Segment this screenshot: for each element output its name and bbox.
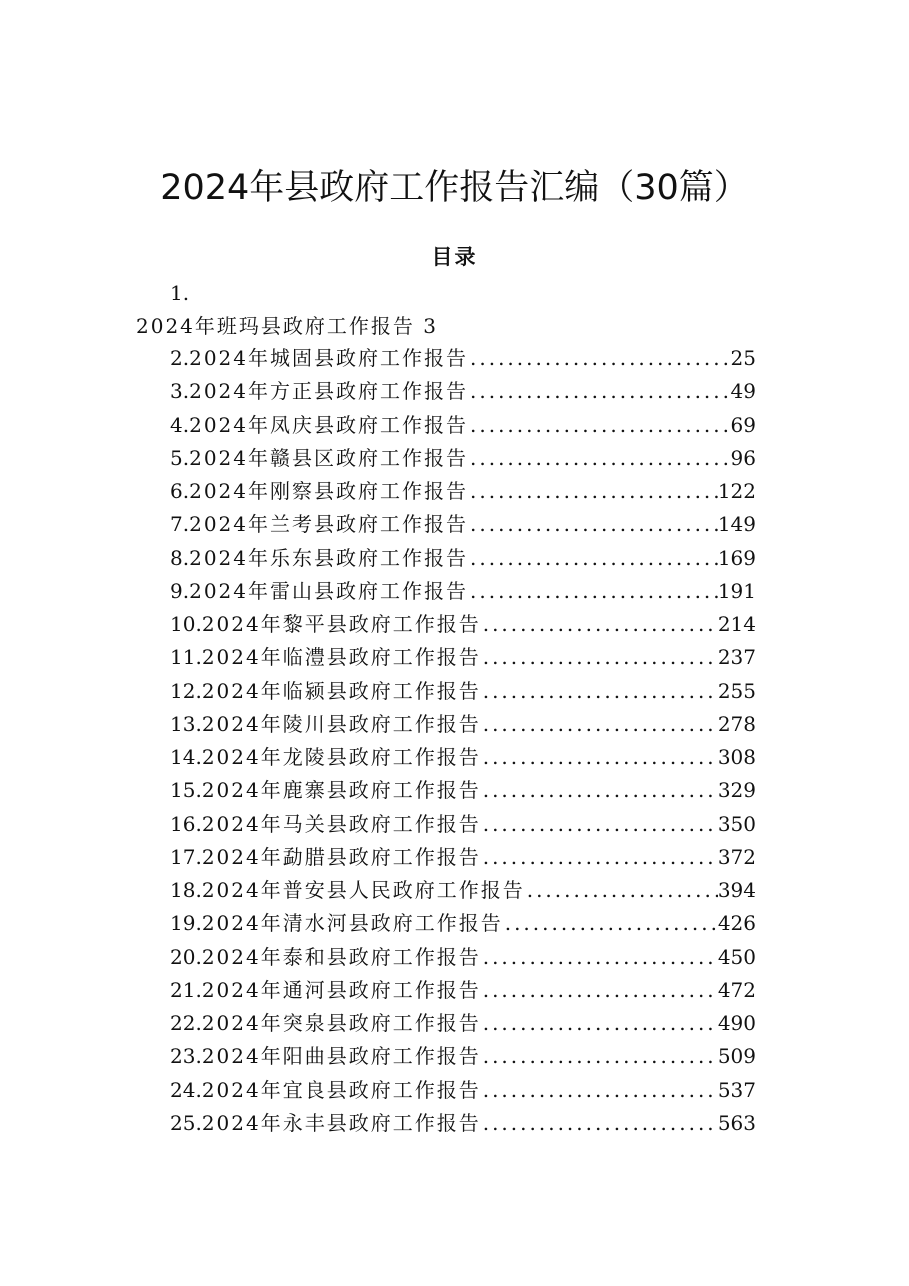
toc-entry-page-number: 214 (717, 612, 756, 636)
toc-dot-leader (483, 1111, 718, 1135)
toc-dot-leader (483, 1078, 718, 1102)
toc-entry-page-number: 96 (730, 445, 756, 470)
toc-entry-number: 9. (170, 578, 190, 603)
toc-entry-title: 2024年勐腊县政府工作报告 (201, 844, 481, 869)
toc-entry-page-number: 394 (717, 878, 756, 902)
toc-entry-page-number: 472 (717, 977, 756, 1002)
toc-entry-number: 8. (170, 545, 190, 570)
toc-entry[interactable] (170, 645, 756, 678)
toc-entry[interactable] (170, 479, 756, 512)
toc-entry[interactable] (170, 679, 756, 712)
toc-dot-leader (470, 413, 731, 437)
toc-entry-title: 2024年宜良县政府工作报告 (201, 1077, 481, 1102)
toc-entry-number: 7. (170, 512, 190, 537)
toc-entry[interactable] (170, 845, 756, 878)
toc-entry-title: 2024年乐东县政府工作报告 (189, 545, 468, 570)
toc-entry[interactable] (170, 1044, 756, 1077)
toc-entry-number: 3. (170, 379, 190, 404)
toc-entry-page-number: 490 (717, 1011, 756, 1035)
toc-entry-title: 2024年突泉县政府工作报告 (201, 1011, 481, 1035)
toc-entry-title: 2024年泰和县政府工作报告 (201, 944, 481, 969)
toc-entry-number: 25. (170, 1110, 202, 1135)
toc-entry-title: 2024年凤庆县政府工作报告 (189, 412, 468, 437)
toc-entry-page-number: 278 (717, 711, 756, 736)
toc-entry-number: 20. (170, 944, 202, 969)
toc-dot-leader (483, 745, 718, 769)
toc-entry[interactable] (170, 978, 756, 1011)
toc-entry-title: 2024年马关县政府工作报告 (201, 811, 481, 836)
toc-entry-page-number: 537 (717, 1077, 756, 1102)
toc-entry-number: 19. (170, 911, 202, 936)
table-of-contents (170, 346, 756, 1144)
toc-entry[interactable] (170, 346, 756, 379)
toc-dot-leader (483, 812, 718, 836)
toc-entry-page-number: 426 (717, 911, 756, 936)
toc-entry-title: 2024年方正县政府工作报告 (189, 379, 468, 404)
toc-entry[interactable] (170, 446, 756, 479)
toc-dot-leader (483, 712, 718, 736)
toc-dot-leader (483, 645, 718, 669)
toc-entry-title: 2024年临颍县政府工作报告 (201, 678, 481, 703)
toc-entry-page-number: 122 (717, 479, 756, 503)
toc-entry-number: 21. (170, 977, 202, 1002)
toc-dot-leader (483, 778, 718, 802)
toc-entry-1-number[interactable]: 1. (170, 281, 190, 305)
toc-entry-title: 2024年普安县人民政府工作报告 (201, 878, 525, 902)
toc-entry-page-number: 255 (717, 678, 756, 703)
toc-entry-number: 12. (170, 678, 202, 703)
toc-entry[interactable] (170, 1011, 756, 1044)
toc-dot-leader (470, 546, 718, 570)
toc-heading: 目录 (431, 244, 478, 269)
toc-entry-number: 10. (170, 612, 202, 636)
toc-dot-leader (483, 1044, 718, 1068)
toc-entry-page-number: 450 (717, 944, 756, 969)
toc-entry-number: 24. (170, 1077, 202, 1102)
toc-entry-title: 2024年陵川县政府工作报告 (201, 711, 481, 736)
toc-entry-title: 2024年黎平县政府工作报告 (201, 612, 481, 636)
toc-dot-leader (483, 1011, 718, 1035)
toc-entry-page-number: 509 (717, 1044, 756, 1069)
toc-entry-page-number: 372 (717, 844, 756, 869)
toc-entry-page-number: 149 (717, 512, 756, 537)
toc-dot-leader (505, 911, 718, 935)
toc-entry-title: 2024年清水河县政府工作报告 (201, 911, 503, 936)
toc-dot-leader (527, 878, 718, 902)
toc-entry[interactable] (170, 1111, 756, 1144)
toc-dot-leader (483, 978, 718, 1002)
toc-entry-page-number: 350 (717, 811, 756, 836)
toc-entry[interactable] (170, 1078, 756, 1111)
toc-entry-title: 2024年永丰县政府工作报告 (201, 1110, 481, 1135)
toc-entry-page-number: 191 (717, 578, 756, 603)
toc-entry-page-number: 237 (717, 645, 756, 670)
toc-entry[interactable] (170, 945, 756, 978)
toc-entry-number: 18. (170, 878, 202, 902)
toc-entry-title: 2024年通河县政府工作报告 (201, 977, 481, 1002)
toc-entry-number: 23. (170, 1044, 202, 1069)
toc-entry[interactable] (170, 379, 756, 412)
toc-entry-number: 15. (170, 778, 202, 803)
toc-dot-leader (483, 945, 718, 969)
toc-entry-number: 11. (170, 645, 202, 670)
toc-entry-number: 5. (170, 445, 190, 470)
toc-entry-number: 2. (170, 346, 190, 370)
toc-entry[interactable] (170, 778, 756, 811)
toc-entry-page-number: 329 (717, 778, 756, 803)
toc-entry[interactable] (170, 512, 756, 545)
toc-dot-leader (470, 579, 718, 603)
toc-dot-leader (470, 346, 731, 370)
toc-entry-title: 2024年龙陵县政府工作报告 (201, 745, 481, 769)
toc-entry-title: 2024年刚察县政府工作报告 (189, 479, 468, 503)
toc-entry-title: 2024年城固县政府工作报告 (189, 346, 468, 370)
toc-entry-title: 2024年兰考县政府工作报告 (189, 512, 468, 537)
toc-entry-number: 16. (170, 811, 202, 836)
toc-dot-leader (483, 679, 718, 703)
toc-entry[interactable] (170, 745, 756, 778)
toc-entry-title: 2024年雷山县政府工作报告 (189, 578, 468, 603)
toc-dot-leader (483, 612, 718, 636)
toc-entry[interactable] (170, 911, 756, 944)
toc-entry[interactable] (170, 612, 756, 645)
document-title: 2024年县政府工作报告汇编（30篇） (160, 168, 749, 208)
toc-entry-number: 6. (170, 479, 190, 503)
toc-dot-leader (470, 479, 718, 503)
toc-entry-page-number: 25 (730, 346, 756, 370)
toc-entry-1-text[interactable]: 2024年班玛县政府工作报告 3 (136, 314, 438, 338)
toc-entry[interactable] (170, 812, 756, 845)
toc-entry[interactable] (170, 579, 756, 612)
toc-entry-number: 17. (170, 844, 202, 869)
toc-entry-number: 22. (170, 1011, 202, 1035)
toc-entry[interactable] (170, 712, 756, 745)
toc-entry-title: 2024年鹿寨县政府工作报告 (201, 778, 481, 803)
toc-entry-title: 2024年赣县区政府工作报告 (189, 445, 468, 470)
toc-entry[interactable] (170, 413, 756, 446)
toc-entry[interactable] (170, 546, 756, 579)
toc-entry-title: 2024年临澧县政府工作报告 (201, 645, 481, 670)
toc-entry-title: 2024年阳曲县政府工作报告 (201, 1044, 481, 1069)
toc-entry-page-number: 49 (730, 379, 756, 404)
toc-dot-leader (470, 512, 718, 536)
toc-entry-page-number: 563 (717, 1110, 756, 1135)
toc-dot-leader (483, 845, 718, 869)
toc-entry-page-number: 169 (717, 545, 756, 570)
toc-entry-number: 4. (170, 412, 190, 437)
toc-entry-page-number: 69 (730, 412, 756, 437)
toc-entry-number: 13. (170, 711, 202, 736)
toc-dot-leader (470, 446, 731, 470)
toc-dot-leader (470, 379, 731, 403)
toc-entry-page-number: 308 (717, 745, 756, 769)
toc-entry-number: 14. (170, 745, 202, 769)
toc-entry[interactable] (170, 878, 756, 911)
